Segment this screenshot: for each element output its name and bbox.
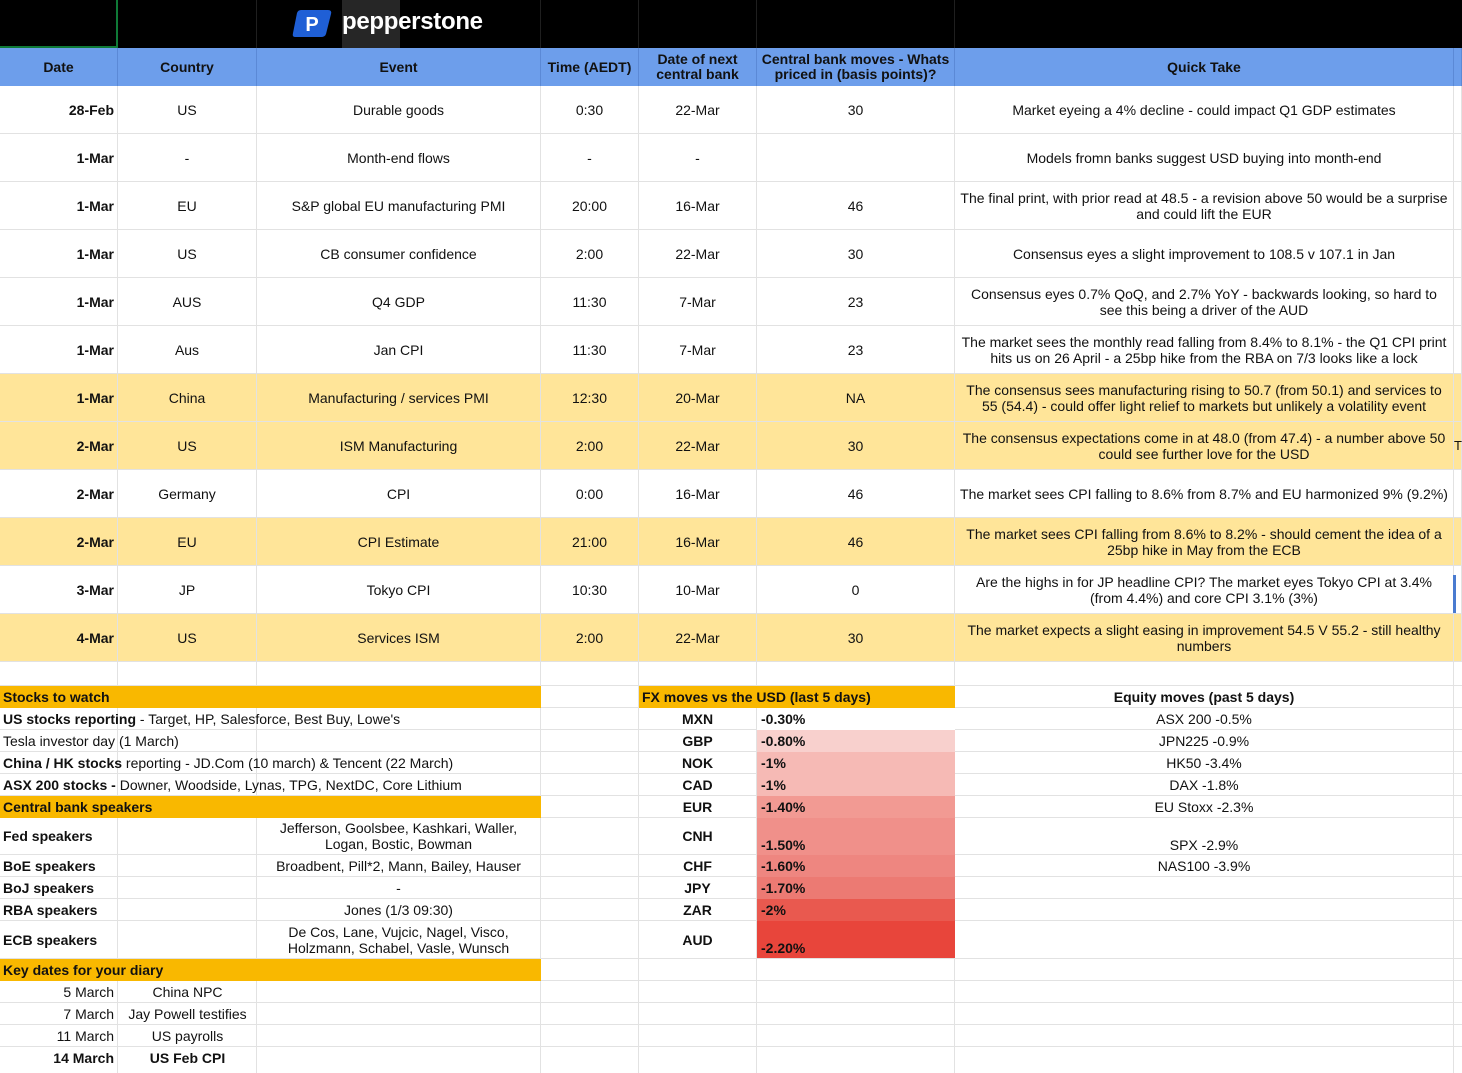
fx-currency[interactable]: AUD bbox=[682, 931, 713, 948]
cell-country[interactable]: US bbox=[118, 230, 257, 277]
cell-extra[interactable] bbox=[1454, 326, 1462, 373]
cell-extra[interactable] bbox=[1454, 134, 1462, 181]
cell-event[interactable]: CB consumer confidence bbox=[257, 230, 541, 277]
cell-event[interactable]: Jan CPI bbox=[257, 326, 541, 373]
table-row bbox=[0, 182, 1462, 230]
cell-country[interactable]: - bbox=[118, 134, 257, 181]
header-divider bbox=[540, 0, 541, 48]
equity-item[interactable]: SPX -2.9% bbox=[1169, 837, 1239, 853]
diary-date[interactable]: 5 March bbox=[63, 984, 114, 1000]
cell-time[interactable]: 21:00 bbox=[541, 518, 639, 565]
cell-event[interactable]: Month-end flows bbox=[257, 134, 541, 181]
cell-event[interactable]: ISM Manufacturing bbox=[257, 422, 541, 469]
table-row-highlighted bbox=[0, 374, 1462, 422]
diary-date[interactable]: 11 March bbox=[56, 1028, 114, 1044]
diary-event[interactable]: US payrolls bbox=[151, 1028, 224, 1044]
cell-priced[interactable]: 46 bbox=[757, 182, 955, 229]
speaker-names[interactable]: Broadbent, Pill*2, Mann, Bailey, Hauser bbox=[276, 858, 521, 874]
cell-date[interactable]: 1-Mar bbox=[0, 374, 118, 421]
diary-event[interactable]: China NPC bbox=[152, 984, 223, 1000]
stock-item[interactable] bbox=[0, 730, 540, 752]
cell-next-cb[interactable]: - bbox=[639, 134, 757, 181]
cell-country[interactable]: EU bbox=[118, 182, 257, 229]
speaker-names[interactable]: Jones (1/3 09:30) bbox=[344, 902, 453, 918]
cell-priced[interactable]: 23 bbox=[757, 326, 955, 373]
header-bar bbox=[0, 0, 1462, 48]
equity-item[interactable]: NAS100 -3.9% bbox=[1157, 858, 1251, 874]
diary-date[interactable]: 7 March bbox=[63, 1006, 114, 1022]
header-divider bbox=[638, 0, 639, 48]
fx-value[interactable]: -1.70% bbox=[757, 877, 955, 899]
fx-value[interactable]: -1% bbox=[757, 752, 955, 774]
cell-priced[interactable]: NA bbox=[757, 374, 955, 421]
cell-country[interactable]: Germany bbox=[118, 470, 257, 517]
fx-currency[interactable]: NOK bbox=[681, 755, 714, 771]
equity-item[interactable]: EU Stoxx -2.3% bbox=[1154, 799, 1254, 815]
cell-next-cb[interactable]: 22-Mar bbox=[639, 614, 757, 661]
cell-date[interactable]: 28-Feb bbox=[0, 86, 118, 133]
cell-date[interactable]: 1-Mar bbox=[0, 134, 118, 181]
cell-quick-take[interactable]: The market sees CPI falling from 8.6% to 8.2% - should cement the idea of a 25bp hike in May from the ECB bbox=[955, 518, 1454, 565]
col-header-extra[interactable] bbox=[1454, 48, 1462, 86]
diary-event[interactable]: Jay Powell testifies bbox=[128, 1006, 247, 1022]
header-divider bbox=[256, 0, 257, 48]
col-header-next-cb[interactable]: Date of next central bank bbox=[639, 48, 757, 86]
fx-currency[interactable]: MXN bbox=[681, 711, 714, 727]
table-row-highlighted bbox=[0, 614, 1462, 662]
cell-priced[interactable]: 0 bbox=[757, 566, 955, 613]
equity-item[interactable]: DAX -1.8% bbox=[1169, 777, 1239, 793]
cell-quick-take[interactable]: Are the highs in for JP headline CPI? The market eyes Tokyo CPI at 3.4% (from 4.4%) and core CPI 3.1% (3%) bbox=[955, 566, 1454, 613]
cell-extra[interactable] bbox=[1454, 86, 1462, 133]
cell-next-cb[interactable]: 7-Mar bbox=[639, 278, 757, 325]
cell-next-cb[interactable]: 20-Mar bbox=[639, 374, 757, 421]
cell-event[interactable]: Q4 GDP bbox=[257, 278, 541, 325]
table-row bbox=[0, 470, 1462, 518]
cell-country[interactable]: US bbox=[118, 86, 257, 133]
cb-speakers-header[interactable]: Central bank speakers bbox=[0, 796, 541, 818]
speaker-names[interactable]: - bbox=[396, 880, 401, 896]
cell-date[interactable]: 1-Mar bbox=[0, 278, 118, 325]
table-row bbox=[0, 278, 1462, 326]
equity-item[interactable]: HK50 -3.4% bbox=[1166, 755, 1242, 771]
cell-quick-take[interactable]: The consensus sees manufacturing rising to 50.7 (from 50.1) and services to 55 (54.4) - could offer light relief to markets but unlikely a volatility event bbox=[955, 374, 1454, 421]
gridline bbox=[1453, 662, 1454, 1073]
cell-country[interactable]: China bbox=[118, 374, 257, 421]
cell-event[interactable]: CPI bbox=[257, 470, 541, 517]
fx-value[interactable]: -1.60% bbox=[757, 855, 955, 877]
gridline bbox=[540, 662, 541, 1073]
speaker-label[interactable]: RBA speakers bbox=[3, 902, 98, 918]
cell-selection-edge bbox=[1453, 575, 1456, 613]
stock-item-text: Tesla investor day (1 March) bbox=[3, 733, 179, 749]
fx-currency[interactable]: CNH bbox=[682, 828, 713, 844]
cell-quick-take[interactable]: The final print, with prior read at 48.5 - a revision above 50 would be a surprise and could lift the EUR bbox=[955, 182, 1454, 229]
cell-time[interactable]: 10:30 bbox=[541, 566, 639, 613]
cell-event[interactable]: Durable goods bbox=[257, 86, 541, 133]
pepperstone-logo-icon bbox=[292, 7, 334, 39]
fx-value[interactable]: -1.50% bbox=[757, 818, 955, 855]
stock-item-text: reporting - JD.Com (10 march) & Tencent (22 March) bbox=[122, 755, 454, 771]
header-divider bbox=[954, 0, 955, 48]
stock-item[interactable] bbox=[0, 774, 540, 796]
lower-section bbox=[0, 662, 1462, 1073]
cell-priced[interactable]: 46 bbox=[757, 518, 955, 565]
col-header-country[interactable]: Country bbox=[118, 48, 257, 86]
cell-next-cb[interactable]: 10-Mar bbox=[639, 566, 757, 613]
cell-time[interactable]: - bbox=[541, 134, 639, 181]
cell-priced[interactable]: 30 bbox=[757, 230, 955, 277]
cell-quick-take[interactable]: The market sees the monthly read falling from 8.4% to 8.1% - the Q1 CPI print hits us on 26 April - a 25bp hike from the RBA on 7/3 looks like a lock bbox=[955, 326, 1454, 373]
cell-date[interactable]: 1-Mar bbox=[0, 326, 118, 373]
cell-time[interactable]: 12:30 bbox=[541, 374, 639, 421]
cell-date[interactable]: 2-Mar bbox=[0, 518, 118, 565]
header-divider bbox=[756, 0, 757, 48]
stock-item-bold: US stocks reporting bbox=[3, 711, 137, 727]
cell-time[interactable]: 0:00 bbox=[541, 470, 639, 517]
cell-country[interactable]: EU bbox=[118, 518, 257, 565]
cell-extra[interactable]: T bbox=[1454, 422, 1462, 469]
cell-extra[interactable] bbox=[1454, 182, 1462, 229]
cell-event[interactable]: Tokyo CPI bbox=[257, 566, 541, 613]
stock-item-bold: ASX 200 stocks - bbox=[3, 777, 116, 793]
col-header-priced[interactable]: Central bank moves - Whats priced in (basis points)? bbox=[757, 48, 955, 86]
cell-country[interactable]: AUS bbox=[118, 278, 257, 325]
logo-letter: P bbox=[305, 14, 319, 36]
fx-currency[interactable]: GBP bbox=[682, 733, 713, 749]
brand-name: pepperstone bbox=[342, 8, 483, 35]
cell-country[interactable]: Aus bbox=[118, 326, 257, 373]
cell-priced[interactable] bbox=[757, 134, 955, 181]
fx-value[interactable]: -2% bbox=[757, 899, 955, 921]
cell-extra[interactable] bbox=[1454, 374, 1462, 421]
table-row bbox=[0, 566, 1462, 614]
fx-value[interactable]: -1.40% bbox=[757, 796, 955, 818]
fx-currency[interactable]: CHF bbox=[683, 858, 712, 874]
equity-item[interactable]: JPN225 -0.9% bbox=[1158, 733, 1250, 749]
cell-extra[interactable] bbox=[1454, 614, 1462, 661]
cell-time[interactable]: 20:00 bbox=[541, 182, 639, 229]
cell-event[interactable]: CPI Estimate bbox=[257, 518, 541, 565]
equity-item[interactable]: ASX 200 -0.5% bbox=[1156, 711, 1252, 727]
cell-next-cb[interactable]: 16-Mar bbox=[639, 470, 757, 517]
cell-extra[interactable] bbox=[1454, 518, 1462, 565]
fx-currency[interactable]: JPY bbox=[684, 880, 711, 896]
cell-country[interactable]: JP bbox=[118, 566, 257, 613]
cell-extra[interactable] bbox=[1454, 470, 1462, 517]
cell-priced[interactable]: 30 bbox=[757, 614, 955, 661]
cell-quick-take[interactable]: The market sees CPI falling to 8.6% from 8.7% and EU harmonized 9% (9.2%) bbox=[955, 470, 1454, 517]
cell-priced[interactable]: 23 bbox=[757, 278, 955, 325]
cell-priced[interactable]: 30 bbox=[757, 422, 955, 469]
cell-quick-take[interactable]: The consensus expectations come in at 48.0 (from 47.4) - a number above 50 could see further love for the USD bbox=[955, 422, 1454, 469]
cell-next-cb[interactable]: 16-Mar bbox=[639, 182, 757, 229]
fx-value[interactable]: -1% bbox=[757, 774, 955, 796]
speaker-names[interactable]: Jefferson, Goolsbee, Kashkari, Waller, Logan, Bostic, Bowman bbox=[279, 820, 518, 852]
cell-country[interactable]: US bbox=[118, 614, 257, 661]
cell-quick-take[interactable]: Models fromn banks suggest USD buying into month-end bbox=[955, 134, 1454, 181]
fx-value[interactable]: -2.20% bbox=[757, 921, 955, 958]
cell-date[interactable]: 1-Mar bbox=[0, 230, 118, 277]
cell-time[interactable]: 2:00 bbox=[541, 230, 639, 277]
cell-next-cb[interactable]: 22-Mar bbox=[639, 422, 757, 469]
speaker-label[interactable]: ECB speakers bbox=[3, 931, 98, 948]
cell-date[interactable]: 4-Mar bbox=[0, 614, 118, 661]
fx-value[interactable]: -0.80% bbox=[757, 730, 955, 752]
cell-priced[interactable]: 30 bbox=[757, 86, 955, 133]
stock-item[interactable] bbox=[0, 752, 540, 774]
fx-currency[interactable]: ZAR bbox=[683, 902, 712, 918]
col-header-time[interactable]: Time (AEDT) bbox=[541, 48, 639, 86]
table-row bbox=[0, 326, 1462, 374]
cell-time[interactable]: 11:30 bbox=[541, 278, 639, 325]
col-header-quick-take[interactable]: Quick Take bbox=[955, 48, 1454, 86]
fx-currency[interactable]: EUR bbox=[682, 799, 713, 815]
speaker-label[interactable]: BoJ speakers bbox=[3, 880, 95, 896]
table-row bbox=[0, 134, 1462, 182]
speaker-label[interactable]: BoE speakers bbox=[3, 858, 96, 874]
cell-next-cb[interactable]: 22-Mar bbox=[639, 86, 757, 133]
column-header-row bbox=[0, 48, 1462, 86]
selected-cell[interactable] bbox=[0, 0, 118, 48]
cell-country[interactable]: US bbox=[118, 422, 257, 469]
cell-extra[interactable] bbox=[1454, 230, 1462, 277]
table-row bbox=[0, 86, 1462, 134]
cell-time[interactable]: 11:30 bbox=[541, 326, 639, 373]
table-row-highlighted bbox=[0, 518, 1462, 566]
cell-time[interactable]: 2:00 bbox=[541, 422, 639, 469]
col-header-date[interactable]: Date bbox=[0, 48, 118, 86]
diary-event[interactable]: US Feb CPI bbox=[149, 1050, 226, 1066]
stocks-to-watch-header[interactable]: Stocks to watch bbox=[0, 686, 541, 708]
cell-next-cb[interactable]: 16-Mar bbox=[639, 518, 757, 565]
fx-currency[interactable]: CAD bbox=[682, 777, 713, 793]
fx-moves-header[interactable]: FX moves vs the USD (last 5 days) bbox=[639, 686, 955, 708]
table-row-highlighted bbox=[0, 422, 1462, 470]
cell-quick-take[interactable]: Market eyeing a 4% decline - could impact Q1 GDP estimates bbox=[955, 86, 1454, 133]
stock-item[interactable] bbox=[0, 708, 540, 730]
cell-date[interactable]: 2-Mar bbox=[0, 470, 118, 517]
cell-date[interactable]: 3-Mar bbox=[0, 566, 118, 613]
cell-date[interactable]: 2-Mar bbox=[0, 422, 118, 469]
cell-time[interactable]: 2:00 bbox=[541, 614, 639, 661]
stock-item-bold: China / HK stocks bbox=[3, 755, 123, 771]
speaker-names[interactable]: De Cos, Lane, Vujcic, Nagel, Visco, Holzmann, Schabel, Vasle, Wunsch bbox=[287, 923, 510, 956]
cell-event[interactable]: S&P global EU manufacturing PMI bbox=[257, 182, 541, 229]
cell-time[interactable]: 0:30 bbox=[541, 86, 639, 133]
stock-item-text: - Target, HP, Salesforce, Best Buy, Lowe's bbox=[136, 711, 401, 727]
cell-event[interactable]: Services ISM bbox=[257, 614, 541, 661]
col-header-event[interactable]: Event bbox=[257, 48, 541, 86]
cell-priced[interactable]: 46 bbox=[757, 470, 955, 517]
stock-item-text: Downer, Woodside, Lynas, TPG, NextDC, Core Lithium bbox=[115, 777, 462, 793]
equity-moves-header[interactable]: Equity moves (past 5 days) bbox=[1113, 689, 1295, 705]
cell-next-cb[interactable]: 22-Mar bbox=[639, 230, 757, 277]
cell-quick-take[interactable]: Consensus eyes 0.7% QoQ, and 2.7% YoY - backwards looking, so hard to see this being a driver of the AUD bbox=[955, 278, 1454, 325]
fx-value[interactable]: -0.30% bbox=[757, 708, 955, 730]
cell-next-cb[interactable]: 7-Mar bbox=[639, 326, 757, 373]
cell-event[interactable]: Manufacturing / services PMI bbox=[257, 374, 541, 421]
cell-quick-take[interactable]: The market expects a slight easing in improvement 54.5 V 55.2 - still healthy numbers bbox=[955, 614, 1454, 661]
cell-date[interactable]: 1-Mar bbox=[0, 182, 118, 229]
key-dates-header[interactable]: Key dates for your diary bbox=[0, 959, 541, 981]
speaker-label[interactable]: Fed speakers bbox=[3, 828, 93, 844]
table-row bbox=[0, 230, 1462, 278]
events-table bbox=[0, 86, 1462, 662]
cell-quick-take[interactable]: Consensus eyes a slight improvement to 108.5 v 107.1 in Jan bbox=[955, 230, 1454, 277]
diary-date[interactable]: 14 March bbox=[53, 1050, 114, 1066]
cell-extra[interactable] bbox=[1454, 278, 1462, 325]
